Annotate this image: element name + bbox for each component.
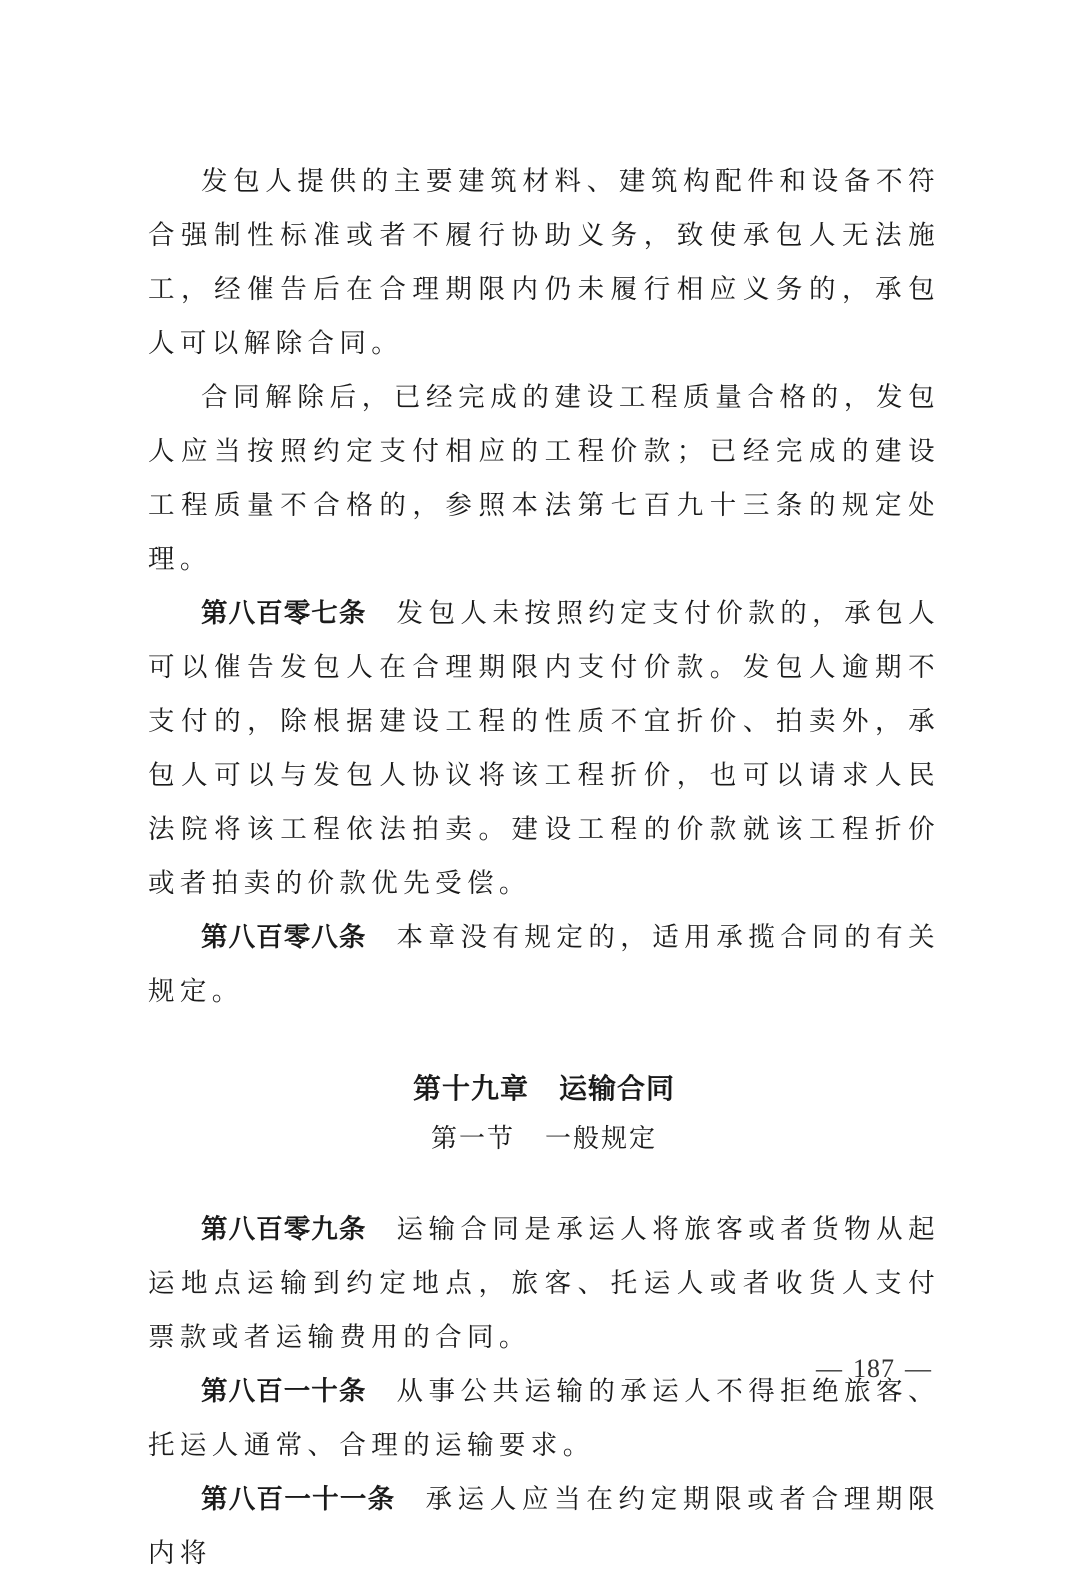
section-title: 一般规定 (545, 1124, 658, 1154)
paragraph: 合同解除后，已经完成的建设工程质量合格的，发包人应当按照约定支付相应的工程价款；已经完成的建设工程质量不合格的，参照本法第七百九十三条的规定处理。 (148, 382, 940, 575)
article-text: 发包人未按照约定支付价款的，承包人可以催告发包人在合理期限内支付价款。发包人逾期不支付的，除根据建设工程的性质不宜折价、拍卖外，承包人可以与发包人协议将该工程折价，也可以请求人民法院将该工程依法拍卖。建设工程的价款就该工程折价或者拍卖的价款优先受偿。 (148, 598, 940, 899)
article (148, 911, 940, 1019)
article-text: 本章没有规定的，适用承揽合同的有关规定。 (148, 922, 940, 1007)
article (148, 1203, 940, 1365)
section-number: 第一节 (430, 1124, 515, 1154)
page-number-dash-right: — (905, 1354, 932, 1383)
page-number (806, 1354, 942, 1384)
article (148, 587, 940, 911)
article-text: 从事公共运输的承运人不得拒绝旅客、托运人通常、合理的运输要求。 (148, 1376, 940, 1461)
article-text: 运输合同是承运人将旅客或者货物从起运地点运输到约定地点，旅客、托运人或者收货人支付票款或者运输费用的合同。 (148, 1214, 940, 1353)
paragraph: 发包人提供的主要建筑材料、建筑构配件和设备不符合强制性标准或者不履行协助义务，致使承包人无法施工，经催告后在合理期限内仍未履行相应义务的，承包人可以解除合同。 (148, 166, 940, 359)
article-text: 承运人应当在约定期限或者合理期限内将 (148, 1484, 941, 1569)
article-number: 第八百零九条 (201, 1214, 367, 1245)
article-number: 第八百一十条 (201, 1376, 367, 1407)
page-number-dash-left: — (816, 1354, 843, 1383)
page-number-value: 187 (853, 1354, 895, 1383)
article-number: 第八百零八条 (201, 922, 367, 953)
chapter-heading (148, 1067, 940, 1111)
section-heading (148, 1117, 940, 1161)
chapter-title: 运输合同 (559, 1072, 676, 1105)
article (148, 1473, 940, 1581)
chapter-number: 第十九章 (412, 1072, 529, 1105)
article-number: 第八百零七条 (201, 598, 367, 629)
article-number: 第八百一十一条 (201, 1484, 396, 1515)
